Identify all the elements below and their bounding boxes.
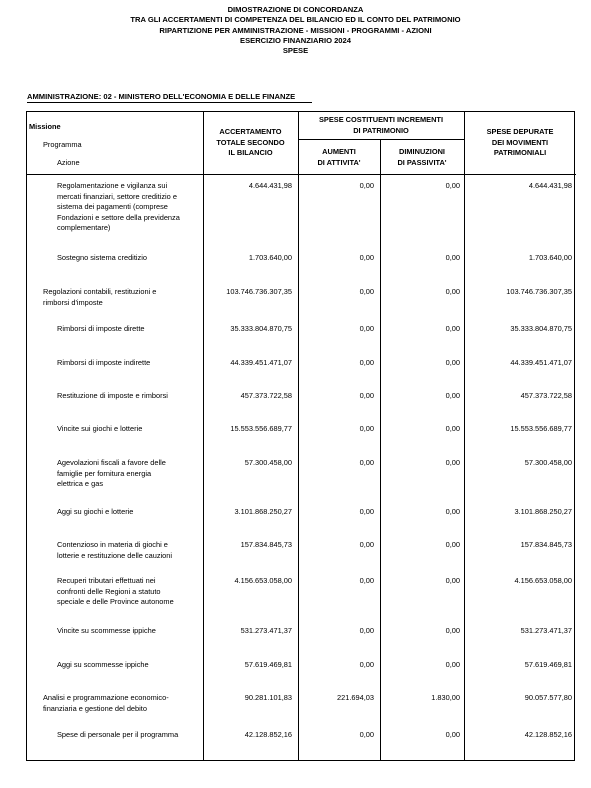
cell-accertamento: 1.703.640,00	[248, 253, 292, 262]
col-programma: Programma	[43, 140, 82, 149]
concordance-table	[26, 111, 575, 761]
cell-depurate: 1.703.640,00	[528, 253, 572, 262]
cell-diminuzioni: 0,00	[445, 730, 460, 739]
cell-accertamento: 103.746.736.307,35	[226, 287, 292, 296]
cell-depurate: 157.834.845,73	[520, 540, 572, 549]
col-missione: Missione	[29, 122, 61, 131]
header-bottom-line	[27, 174, 576, 175]
cell-diminuzioni: 0,00	[445, 358, 460, 367]
row-label: Agevolazioni fiscali a favore delle famiglie per fornitura energia elettrica e gas	[57, 458, 166, 489]
cell-depurate: 103.746.736.307,35	[506, 287, 572, 296]
cell-accertamento: 4.156.653.058,00	[234, 576, 292, 585]
cell-aumenti: 0,00	[359, 424, 374, 433]
cell-accertamento: 57.300.458,00	[244, 458, 292, 467]
cell-aumenti: 0,00	[359, 391, 374, 400]
cell-depurate: 3.101.868.250,27	[514, 507, 572, 516]
header-line: TRA GLI ACCERTAMENTI DI COMPETENZA DEL BILANCIO ED IL CONTO DEL PATRIMONIO	[130, 15, 461, 25]
col-diminuzioni: DIMINUZIONI DI PASSIVITA'	[397, 147, 447, 167]
cell-aumenti: 0,00	[359, 358, 374, 367]
row-label: Contenzioso in materia di giochi e lotterie e restituzione delle cauzioni	[57, 540, 173, 560]
cell-diminuzioni: 0,00	[445, 507, 460, 516]
row-label: Aggi su giochi e lotterie	[57, 507, 134, 516]
cell-diminuzioni: 0,00	[445, 391, 460, 400]
header-line: RIPARTIZIONE PER AMMINISTRAZIONE - MISSIONI - PROGRAMMI - AZIONI	[159, 25, 432, 35]
cell-diminuzioni: 0,00	[445, 540, 460, 549]
header-line: DIMOSTRAZIONE DI CONCORDANZA	[227, 5, 364, 14]
cell-accertamento: 3.101.868.250,27	[234, 507, 292, 516]
cell-accertamento: 42.128.852,16	[244, 730, 292, 739]
cell-depurate: 4.644.431,98	[528, 181, 572, 190]
cell-diminuzioni: 0,00	[445, 660, 460, 669]
col-spese-costituenti: SPESE COSTITUENTI INCREMENTI DI PATRIMONIO	[318, 115, 443, 135]
cell-depurate: 57.300.458,00	[524, 458, 572, 467]
administration-title: AMMINISTRAZIONE: 02 - MINISTERO DELL'ECONOMIA E DELLE FINANZE	[27, 92, 296, 101]
cell-aumenti: 0,00	[359, 287, 374, 296]
cell-diminuzioni: 0,00	[445, 324, 460, 333]
cell-depurate: 42.128.852,16	[524, 730, 572, 739]
report-header	[0, 5, 591, 56]
row-label: Analisi e programmazione economico- finanziaria e gestione del debito	[43, 693, 169, 713]
cell-accertamento: 57.619.469,81	[244, 660, 292, 669]
header-line: SPESE	[282, 46, 309, 56]
cell-depurate: 90.057.577,80	[524, 693, 572, 702]
cell-diminuzioni: 0,00	[445, 253, 460, 262]
cell-depurate: 57.619.469,81	[524, 660, 572, 669]
col-depurate: SPESE DEPURATE DEI MOVIMENTI PATRIMONIALI	[486, 127, 554, 158]
cell-aumenti: 0,00	[359, 540, 374, 549]
cell-aumenti: 0,00	[359, 660, 374, 669]
cell-accertamento: 4.644.431,98	[248, 181, 292, 190]
row-label: Rimborsi di imposte dirette	[57, 324, 145, 333]
cell-depurate: 531.273.471,37	[520, 626, 572, 635]
cell-depurate: 4.156.653.058,00	[514, 576, 572, 585]
cell-diminuzioni: 1.830,00	[431, 693, 460, 702]
cell-aumenti: 0,00	[359, 181, 374, 190]
cell-accertamento: 15.553.556.689,77	[230, 424, 292, 433]
cell-depurate: 15.553.556.689,77	[510, 424, 572, 433]
row-label: Spese di personale per il programma	[57, 730, 179, 739]
row-label: Restituzione di imposte e rimborsi	[57, 391, 168, 400]
cell-diminuzioni: 0,00	[445, 458, 460, 467]
row-label: Vincite su scommesse ippiche	[57, 626, 156, 635]
cell-accertamento: 44.339.451.471,07	[230, 358, 292, 367]
cell-aumenti: 0,00	[359, 730, 374, 739]
cell-aumenti: 0,00	[359, 507, 374, 516]
cell-accertamento: 457.373.722,58	[240, 391, 292, 400]
row-label: Regolazioni contabili, restituzioni e rimborsi d'imposte	[43, 287, 157, 307]
cell-accertamento: 531.273.471,37	[240, 626, 292, 635]
administration-underline	[27, 102, 312, 103]
cell-depurate: 35.333.804.870,75	[510, 324, 572, 333]
cell-aumenti: 0,00	[359, 626, 374, 635]
cell-depurate: 44.339.451.471,07	[510, 358, 572, 367]
cell-depurate: 457.373.722,58	[520, 391, 572, 400]
col-aumenti: AUMENTI DI ATTIVITA'	[317, 147, 361, 167]
header-subline	[298, 139, 464, 140]
cell-accertamento: 35.333.804.870,75	[230, 324, 292, 333]
cell-accertamento: 157.834.845,73	[240, 540, 292, 549]
col-azione: Azione	[57, 158, 80, 167]
cell-diminuzioni: 0,00	[445, 424, 460, 433]
cell-aumenti: 0,00	[359, 324, 374, 333]
row-label: Regolamentazione e vigilanza sui mercati finanziari, settore creditizio e sistema dei pagamenti (comprese Fondazioni e settore della previdenza complementare)	[57, 181, 180, 233]
row-label: Sostegno sistema creditizio	[57, 253, 147, 262]
cell-diminuzioni: 0,00	[445, 287, 460, 296]
cell-aumenti: 221.694,03	[337, 693, 374, 702]
cell-accertamento: 90.281.101,83	[244, 693, 292, 702]
col-accertamento: ACCERTAMENTO TOTALE SECONDO IL BILANCIO	[216, 127, 285, 158]
row-label: Rimborsi di imposte indirette	[57, 358, 151, 367]
header-line: ESERCIZIO FINANZIARIO 2024	[240, 35, 351, 45]
cell-aumenti: 0,00	[359, 458, 374, 467]
cell-aumenti: 0,00	[359, 253, 374, 262]
row-label: Aggi su scommesse ippiche	[57, 660, 149, 669]
cell-diminuzioni: 0,00	[445, 626, 460, 635]
cell-diminuzioni: 0,00	[445, 181, 460, 190]
row-label: Vincite sui giochi e lotterie	[57, 424, 143, 433]
row-label: Recuperi tributari effettuati nei confronti delle Regioni a statuto speciale e delle Province autonome	[57, 576, 174, 607]
cell-aumenti: 0,00	[359, 576, 374, 585]
cell-diminuzioni: 0,00	[445, 576, 460, 585]
